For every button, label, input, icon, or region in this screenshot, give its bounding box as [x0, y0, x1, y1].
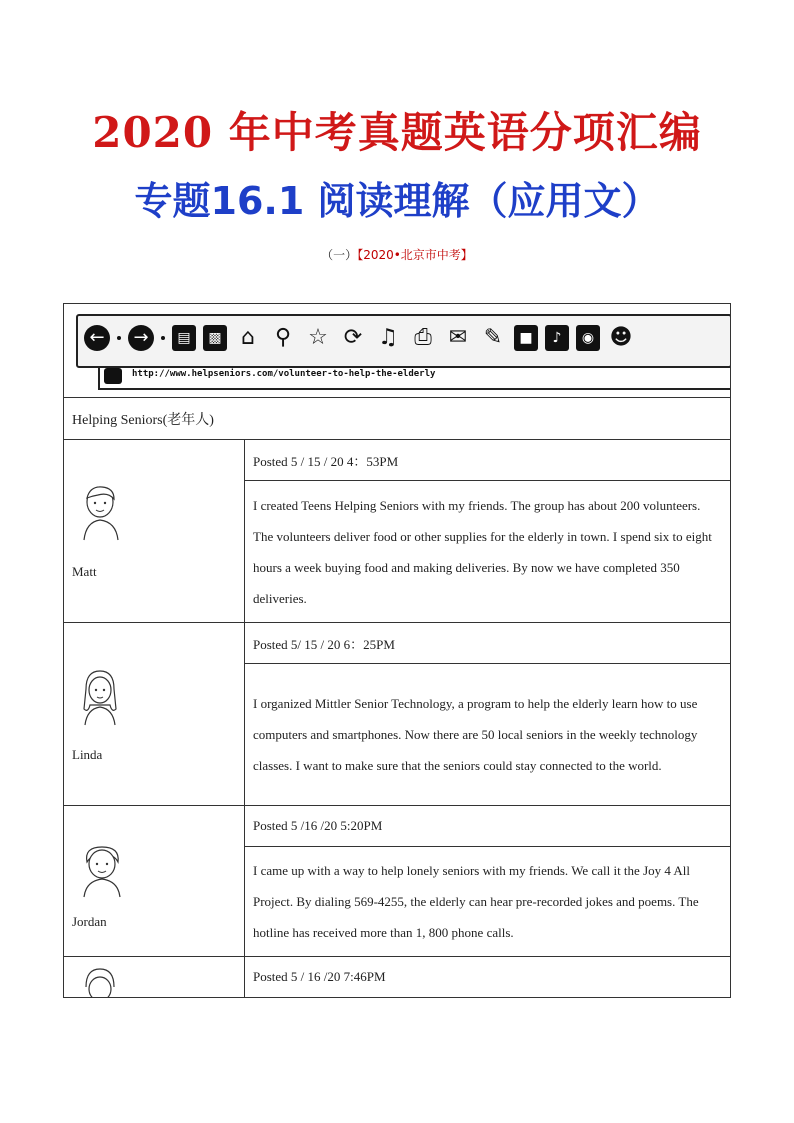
separator-dot — [161, 336, 165, 340]
author-cell — [64, 806, 245, 957]
document-subtitle: 专题16.1 阅读理解（应用文） — [134, 179, 660, 223]
media-icon[interactable]: ♫ — [378, 325, 398, 350]
address-bar[interactable] — [98, 366, 730, 390]
section-title: Helping Seniors(老年人) — [64, 398, 731, 440]
girl-avatar-icon — [78, 965, 124, 997]
url-text[interactable]: http://www.helpseniors.com/volunteer-to-help-the-elderly — [132, 369, 436, 379]
mail-icon[interactable]: ✉ — [448, 325, 468, 350]
search-icon[interactable]: ⚲ — [274, 325, 292, 350]
print-icon[interactable]: ⎙ — [414, 325, 432, 350]
page-icon[interactable]: ▤ — [172, 325, 196, 351]
post-content: I organized Mittler Senior Technology, a program to help the elderly learn how to use computers and smartphones. Now there are 50 local seniors in the weekly technology classes. I want to make sure that the seniors could stay connected to the world. — [245, 664, 731, 806]
home-icon[interactable]: ⌂ — [241, 325, 255, 350]
source-bracket: 【2020•北京市中考】 — [357, 248, 473, 262]
author-cell — [64, 623, 245, 806]
post-content: I came up with a way to help lonely seniors with my friends. We call it the Joy 4 All Project. By dialing 569-4255, the elderly can hear pre-recorded jokes and poems. The hotline has received more than 1, 800 phone calls. — [245, 847, 731, 957]
post-timestamp: Posted 5 / 16 /20 7:46PM — [245, 957, 731, 998]
people-icon[interactable]: ☻ — [609, 325, 633, 350]
author-cell — [64, 957, 245, 998]
post-timestamp: Posted 5 /16 /20 5:20PM — [245, 806, 731, 847]
post-timestamp: Posted 5/ 15 / 20 6：25PM — [245, 623, 731, 664]
source-prefix: （一） — [321, 248, 358, 262]
boy-avatar-icon — [78, 844, 128, 902]
girl-avatar-icon — [78, 669, 124, 731]
page-favicon-icon — [104, 368, 122, 384]
music-icon[interactable]: ♪ — [545, 325, 569, 351]
post-timestamp: Posted 5 / 15 / 20 4：53PM — [245, 440, 731, 481]
source-line — [0, 246, 794, 263]
post-content: I created Teens Helping Seniors with my friends. The group has about 200 volunteers. The volunteers deliver food or other supplies for the elderly in town. I spend six to eight hours a week buying food and making deliveries. By now we have completed 350 deliveries. — [245, 481, 731, 623]
camera-icon[interactable]: ◉ — [576, 325, 600, 351]
browser-screenshot — [64, 304, 731, 398]
author-name: Linda — [72, 747, 103, 762]
boy-avatar-icon — [78, 484, 126, 546]
reading-table — [63, 303, 731, 998]
forward-icon[interactable]: → — [128, 325, 154, 351]
author-name: Matt — [72, 564, 97, 579]
refresh-icon[interactable]: ⟳ — [343, 325, 363, 350]
author-cell — [64, 440, 245, 623]
browser-toolbar — [76, 314, 730, 368]
favorites-icon[interactable]: ☆ — [308, 325, 328, 350]
document-title: 2020 年中考真题英语分项汇编 — [92, 108, 702, 157]
separator-dot — [117, 336, 121, 340]
back-icon[interactable]: ← — [84, 325, 110, 351]
folder-icon[interactable]: ■ — [514, 325, 538, 351]
save-icon[interactable]: ▩ — [203, 325, 227, 351]
author-name: Jordan — [72, 914, 107, 929]
edit-icon[interactable]: ✎ — [483, 325, 503, 350]
